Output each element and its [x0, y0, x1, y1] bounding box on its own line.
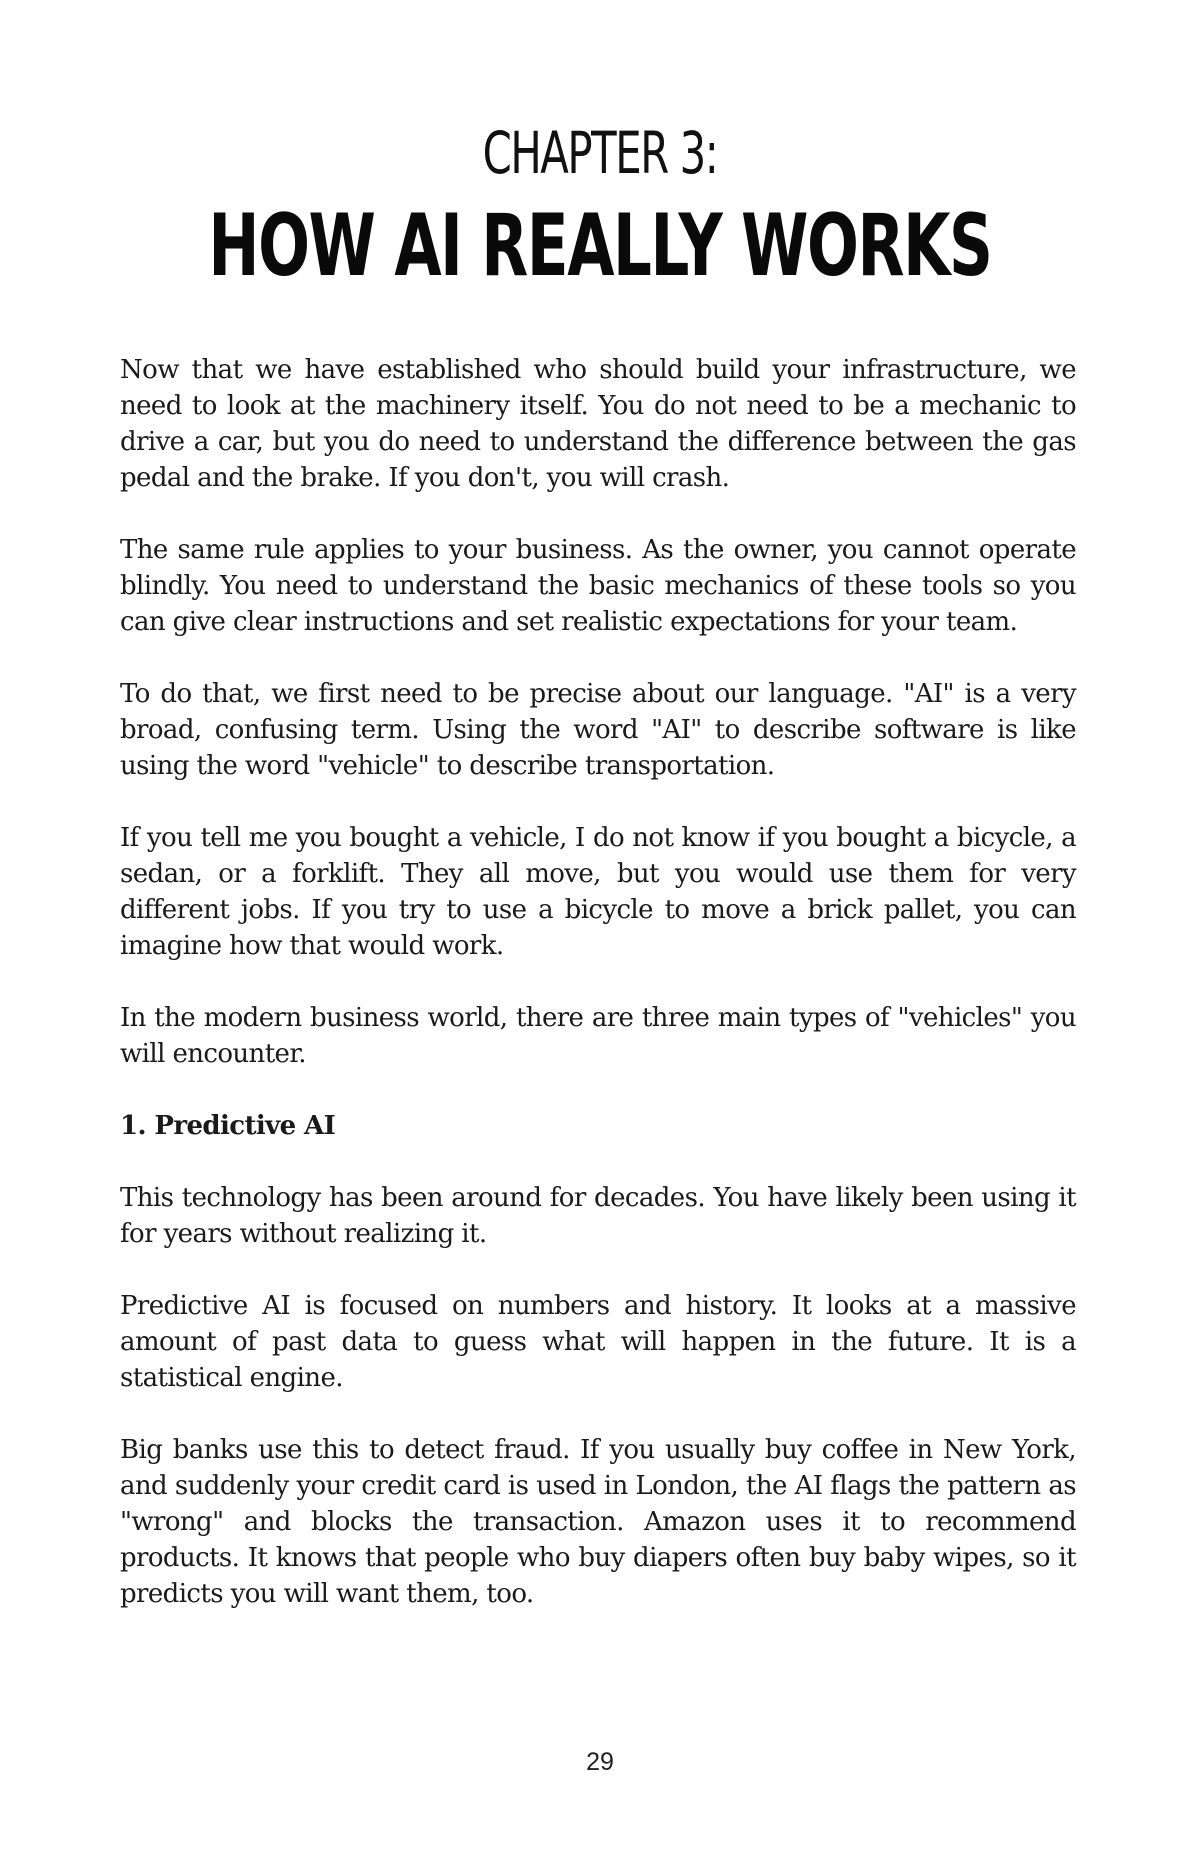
body-paragraph: If you tell me you bought a vehicle, I do not know if you bought a bicycle, a sedan, or a forklift. They all move, but you would use them for very different jobs. If you try to use a bicycle to move a brick pallet, you can imagine how that would work. — [120, 823, 1076, 961]
body-paragraph: To do that, we first need to be precise about our language. "AI" is a very broad, confusing term. Using the word "AI" to describe software is like using the word "vehicle" to describe transportation. — [120, 679, 1076, 781]
body-paragraph: In the modern business world, there are three main types of "vehicles" you will encounter. — [120, 1003, 1076, 1069]
section-paragraph: Big banks use this to detect fraud. If you usually buy coffee in New York, and suddenly your credit card is used in London, the AI flags the pattern as "wrong" and blocks the transaction. Amazon uses it to recommend products. It knows that people who buy diapers often buy baby wipes, so it predicts you will want them, too. — [120, 1435, 1076, 1609]
section-paragraph: This technology has been around for decades. You have likely been using it for years without realizing it. — [120, 1183, 1076, 1249]
chapter-label: CHAPTER 3: — [482, 119, 718, 187]
section-paragraph: Predictive AI is focused on numbers and history. It looks at a massive amount of past data to guess what will happen in the future. It is a statistical engine. — [120, 1291, 1076, 1393]
chapter-title: HOW AI REALLY WORKS — [208, 196, 992, 296]
page-number: 29 — [586, 1748, 614, 1776]
section-heading: 1. Predictive AI — [120, 1111, 336, 1141]
body-paragraph: Now that we have established who should build your infrastructure, we need to look at the machinery itself. You do not need to be a mechanic to drive a car, but you do need to understand the difference between the gas pedal and the brake. If you don't, you will crash. — [120, 355, 1076, 493]
chapter-body — [120, 352, 1076, 1648]
body-paragraph: The same rule applies to your business. As the owner, you cannot operate blindly. You need to understand the basic mechanics of these tools so you can give clear instructions and set realistic expectations for your team. — [120, 535, 1076, 637]
